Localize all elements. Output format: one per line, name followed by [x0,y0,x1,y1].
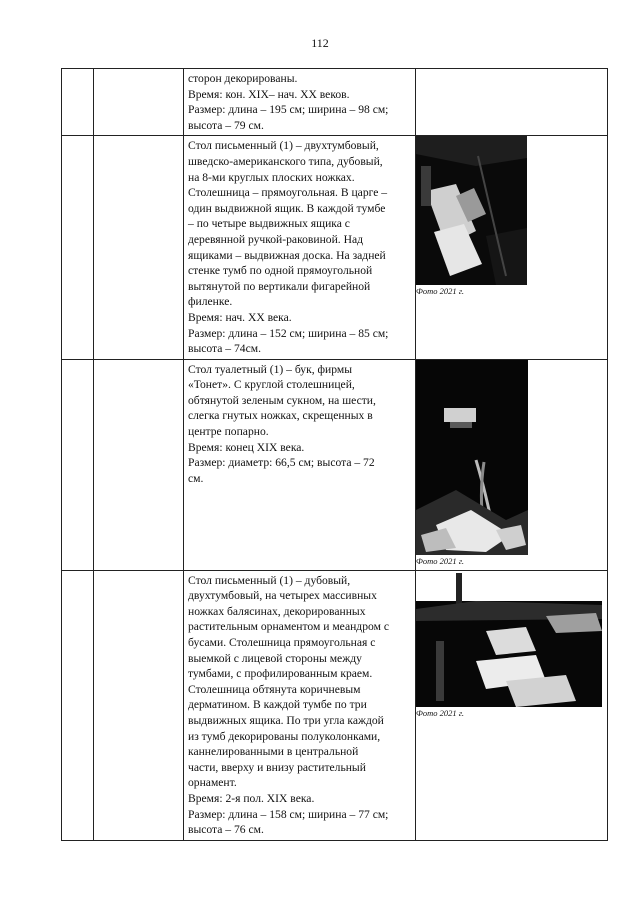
inventory-cell [94,136,184,359]
description-line: Размер: длина – 195 см; ширина – 98 см; [188,103,389,117]
description-line: слегка гнутых ножках, скрещенных в [188,409,373,423]
description-line: части, вверху и внизу растительный [188,760,366,774]
description-line: двухтумбовый, на четырех массивных [188,589,377,603]
description-line: ножках балясинах, декорированных [188,604,366,618]
description-line: высота – 79 см. [188,118,264,132]
description-line: растительным орнаментом и меандром с [188,620,389,634]
description-line: вытянутой по вертикали фигарейной [188,279,371,293]
description-line: центре попарно. [188,425,269,439]
description-line: деревянной ручкой-раковиной. Над [188,232,364,246]
description-cell [184,570,416,840]
description-line: выдвижных ящика. По три угла каждой [188,714,384,728]
description-line: филенке. [188,295,233,309]
photo-caption: Фото 2021 г. [416,286,465,297]
photo-cell [416,570,608,840]
description-line: Время: 2-я пол. XIX века. [188,792,315,805]
number-cell [62,359,94,570]
page-number: 112 [311,36,329,50]
photo-cell [416,359,608,570]
inventory-table [61,68,608,841]
description-line: бусами. Столешница прямоугольная с [188,636,376,650]
table-row [62,69,608,136]
table-row [62,570,608,840]
description-cell [184,136,416,359]
description-line: Стол туалетный (1) – бук, фирмы [188,362,352,376]
description-line: Стол письменный (1) – двухтумбовый, [188,139,379,153]
description-line: Размер: длина – 158 см; ширина – 77 см; [188,807,389,821]
description-line: на 8-ми круглых плоских ножках. [188,170,355,184]
desk-photo [416,136,527,285]
description-cell [184,69,416,136]
description-line: из тумб декорированы полуколонками, [188,729,381,743]
description-line: один выдвижной ящик. В каждой тумбе [188,201,386,215]
inventory-cell [94,570,184,840]
description-line: обтянутой зеленым сукном, на шести, [188,393,376,407]
description-line: высота – 76 см. [188,823,264,837]
description-line: Размер: длина – 152 см; ширина – 85 см; [188,326,389,340]
number-cell [62,136,94,359]
description-line: – по четыре выдвижных ящика с [188,217,350,231]
description-line: Размер: диаметр: 66,5 см; высота – 72 [188,456,375,470]
description-line: см. [188,471,204,485]
description-line: Столешница – прямоугольная. В царге – [188,186,388,200]
description-cell [184,359,416,570]
inventory-cell [94,69,184,136]
photo-caption: Фото 2021 г. [416,707,465,718]
description-line: сторон декорированы. [188,72,298,85]
inventory-cell [94,359,184,570]
description-line: дерматином. В каждой тумбе по три [188,698,367,712]
description-line: Время: нач. XX века. [188,310,292,324]
photo-cell [416,69,608,136]
description-line: Столешница обтянута коричневым [188,682,361,696]
description-line: высота – 74см. [188,342,261,356]
description-line: ящиками – выдвижная доска. На задней [188,248,386,262]
description-line: Стол письменный (1) – дубовый, [188,573,351,587]
description-line: шведско-американского типа, дубовый, [188,154,383,168]
photo-cell [416,136,608,359]
table-row [62,136,608,359]
number-cell [62,570,94,840]
description-line: выемкой с лицевой стороны между [188,651,362,665]
photo-caption: Фото 2021 г. [416,555,465,566]
number-cell [62,69,94,136]
description-line: тумбами, с профилированным краем. [188,667,373,681]
description-line: «Тонет». С круглой столешницей, [188,378,355,392]
description-line: Время: конец XIX века. [188,440,305,454]
table-photo [416,360,528,555]
description-line: Время: кон. XIX– нач. XX веков. [188,87,350,101]
writing-desk-photo [416,571,602,707]
table-row [62,359,608,570]
description-line: орнамент. [188,776,237,790]
description-line: стенке тумб по одной прямоугольной [188,264,373,278]
description-line: каннелированными в центральной [188,745,359,759]
